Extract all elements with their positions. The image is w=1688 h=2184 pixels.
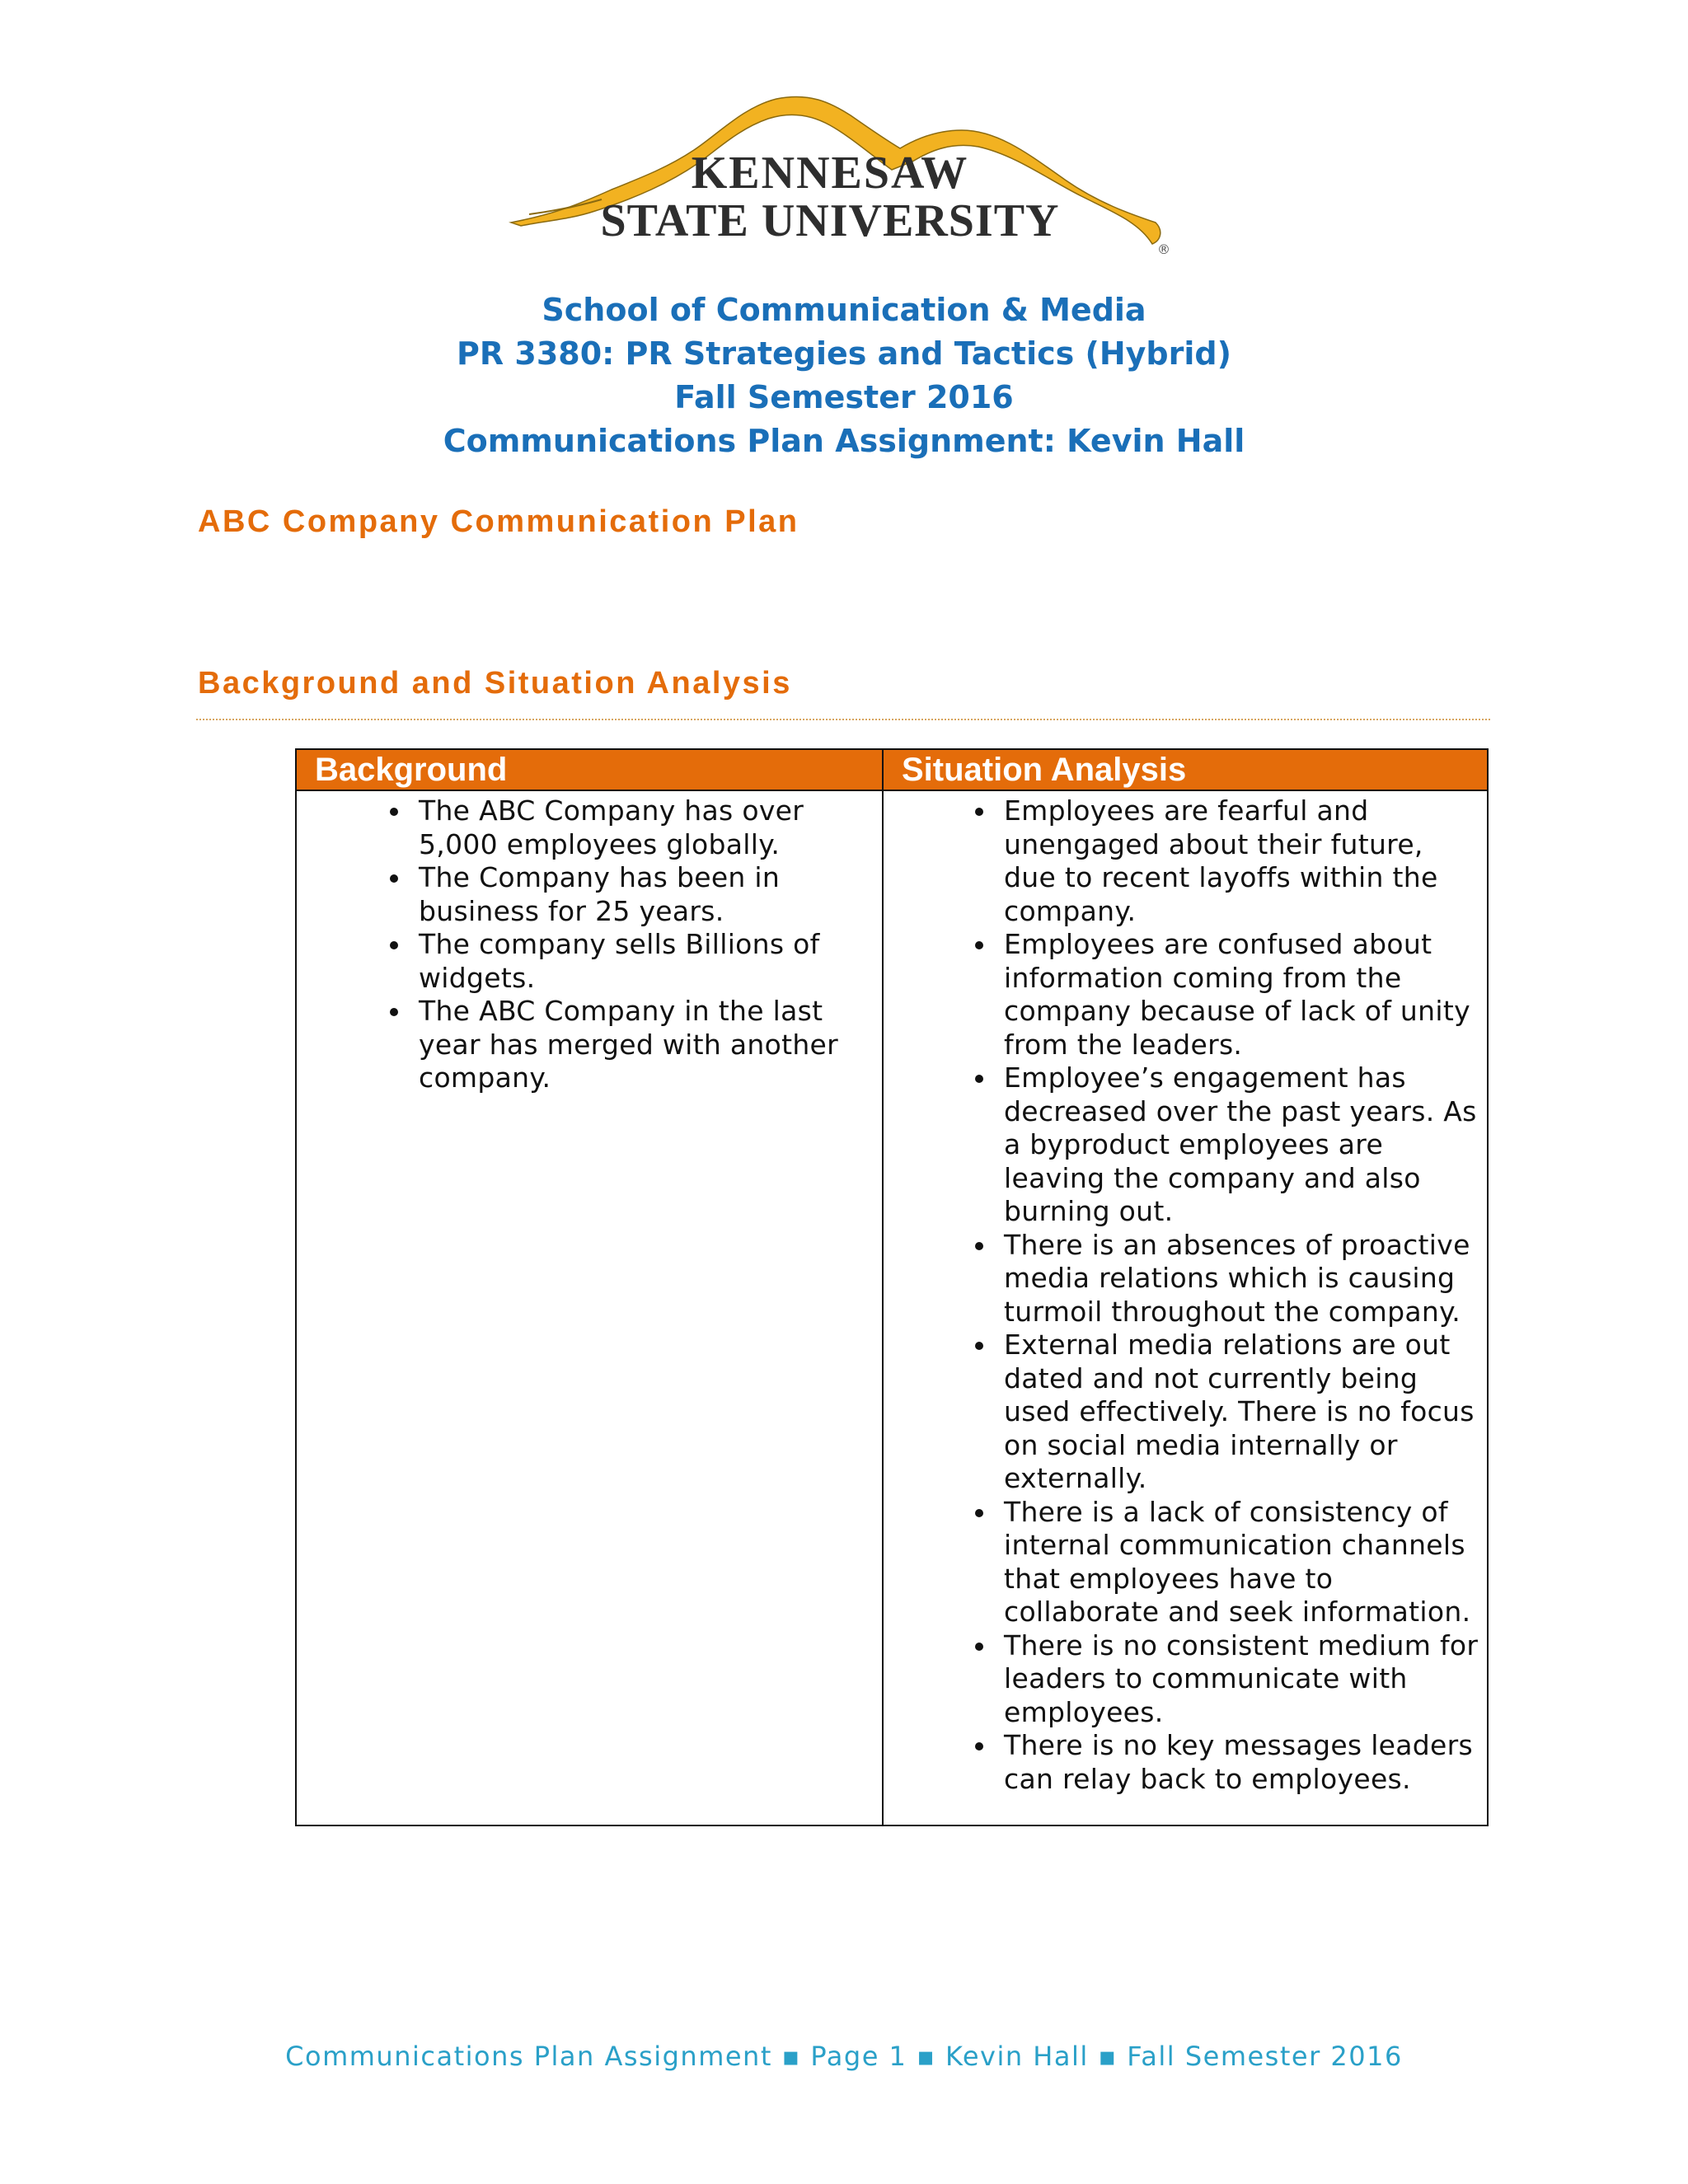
- section-title: Background and Situation Analysis: [198, 666, 792, 701]
- background-list: [297, 794, 875, 1095]
- logo-line1: KENNESAW: [691, 148, 969, 199]
- plan-title: ABC Company Communication Plan: [198, 504, 799, 539]
- header-semester: Fall Semester 2016: [674, 379, 1014, 415]
- list-item: • The Company has been in business for 25 years.: [412, 861, 875, 928]
- list-item: • There is no consistent medium for leaders to communicate with employees.: [997, 1629, 1480, 1730]
- situation-cell: [883, 790, 1488, 1825]
- background-situation-table: [295, 748, 1489, 1826]
- kennesaw-state-university-logo: [504, 91, 1172, 255]
- list-item: • There is an absences of proactive media relations which is causing turmoil throughout the company.: [997, 1229, 1480, 1329]
- situation-list: [884, 794, 1480, 1796]
- list-item: • The company sells Billions of widgets.: [412, 928, 875, 995]
- section-divider: [196, 719, 1490, 720]
- list-item: • Employees are fearful and unengaged about their future, due to recent layoffs within the company.: [997, 794, 1480, 928]
- list-item: • The ABC Company has over 5,000 employees globally.: [412, 794, 875, 861]
- table-header-row: [296, 749, 1488, 790]
- background-header: Background: [296, 749, 883, 790]
- logo-line2: STATE UNIVERSITY: [600, 195, 1060, 246]
- list-item: • Employee’s engagement has decreased over the past years. As a byproduct employees are leaving the company and also burning out.: [997, 1062, 1480, 1229]
- list-item: • External media relations are out dated and not currently being used effectively. There is no focus on social media internally or externally.: [997, 1329, 1480, 1496]
- page-footer: Communications Plan Assignment ▪ Page 1 ▪ Kevin Hall ▪ Fall Semester 2016: [285, 2041, 1403, 2072]
- header-course: PR 3380: PR Strategies and Tactics (Hybrid): [457, 335, 1231, 372]
- header-school: School of Communication & Media: [542, 292, 1146, 328]
- list-item: • The ABC Company in the last year has merged with another company.: [412, 995, 875, 1095]
- list-item: • Employees are confused about information coming from the company because of lack of unity from the leaders.: [997, 928, 1480, 1062]
- list-item: • There is no key messages leaders can relay back to employees.: [997, 1729, 1480, 1796]
- header-assignment: Communications Plan Assignment: Kevin Hall: [443, 423, 1245, 459]
- document-header: [0, 288, 1688, 463]
- list-item: • There is a lack of consistency of internal communication channels that employees have to collaborate and seek information.: [997, 1496, 1480, 1629]
- situation-header: Situation Analysis: [883, 749, 1488, 790]
- table-row: [296, 790, 1488, 1825]
- registered-mark: ®: [1157, 241, 1170, 255]
- background-cell: [296, 790, 883, 1825]
